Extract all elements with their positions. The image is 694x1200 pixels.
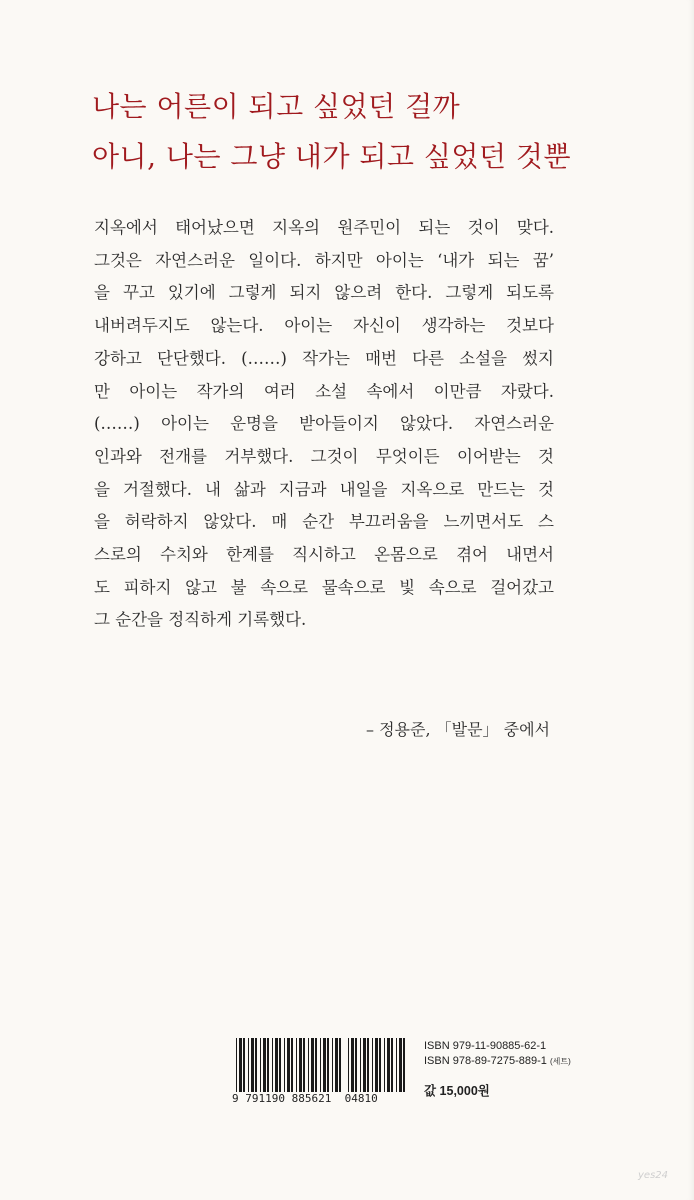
barcode-bar	[308, 1038, 309, 1092]
barcode-bar	[387, 1038, 390, 1092]
barcode-bar	[360, 1038, 361, 1092]
excerpt-line: 스로의 수치와 한계를 직시하고 온몸으로 겪어 내면서	[94, 545, 554, 565]
barcode-bar	[335, 1038, 338, 1092]
barcode-bar	[391, 1038, 393, 1092]
excerpt-line: 인과와 전개를 거부했다. 그것이 무엇이든 이어받는 것	[94, 446, 554, 466]
excerpt-line: 그것은 자연스러운 일이다. 하지만 아이는 ‘내가 되는 꿈’	[94, 250, 554, 270]
barcode-bar	[384, 1038, 385, 1092]
barcode-bar	[367, 1038, 369, 1092]
barcode-bar	[332, 1038, 333, 1092]
barcode-bar	[355, 1038, 357, 1092]
excerpt-line: 도 피하지 않고 불 속으로 물속으로 빛 속으로 걸어갔고	[94, 577, 554, 597]
barcode-bar	[248, 1038, 249, 1092]
barcode-bar	[372, 1038, 373, 1092]
excerpt-line: 그 순간을 정직하게 기록했다.	[94, 610, 307, 630]
watermark: yes24	[638, 1170, 669, 1181]
barcode-bar	[403, 1038, 405, 1092]
excerpt-line: 만 아이는 작가의 여러 소설 속에서 이만큼 자랐다.	[94, 381, 554, 401]
barcode-bars	[232, 1038, 412, 1092]
barcode-bar	[243, 1038, 245, 1092]
price: 값 15,000원	[424, 1084, 490, 1098]
excerpt-line: 지옥에서 태어났으면 지옥의 원주민이 되는 것이 맞다.	[94, 218, 554, 237]
barcode-bar	[303, 1038, 305, 1092]
excerpt-line: 강하고 단단했다. (……) 작가는 매번 다른 소설을 썼지	[94, 348, 554, 368]
isbn-set-label: (세트)	[549, 1057, 571, 1066]
barcode-bar	[279, 1038, 281, 1092]
barcode-bar	[287, 1038, 290, 1092]
barcode-bar	[239, 1038, 242, 1092]
isbn-block	[424, 1039, 571, 1069]
barcode-bar	[284, 1038, 285, 1092]
barcode-bar	[299, 1038, 302, 1092]
headline	[92, 82, 652, 182]
barcode-bar	[399, 1038, 402, 1092]
barcode-bar	[339, 1038, 341, 1092]
attribution: – 정용준, 「발문」 중에서	[366, 720, 550, 739]
barcode-bar	[351, 1038, 354, 1092]
barcode-bar	[260, 1038, 261, 1092]
barcode-bar	[272, 1038, 273, 1092]
excerpt-line: 을 거절했다. 내 삶과 지금과 내일을 지옥으로 만드는 것	[94, 479, 554, 499]
barcode-bar	[311, 1038, 314, 1092]
barcode-bar	[396, 1038, 397, 1092]
barcode-bar	[275, 1038, 278, 1092]
barcode-bar	[320, 1038, 321, 1092]
barcode-bar	[379, 1038, 381, 1092]
barcode-number: 9 791190 885621 04810	[232, 1092, 378, 1105]
barcode-bar	[267, 1038, 269, 1092]
excerpt-text	[94, 212, 554, 637]
excerpt-line: 을 허락하지 않았다. 매 순간 부끄러움을 느끼면서도 스	[94, 512, 554, 532]
barcode-bar	[255, 1038, 257, 1092]
barcode-bar	[363, 1038, 366, 1092]
isbn-line-2-number: ISBN 978-89-7275-889-1	[424, 1055, 547, 1067]
isbn-line-2	[424, 1054, 571, 1069]
barcode-bar	[315, 1038, 317, 1092]
barcode-bar	[323, 1038, 326, 1092]
barcode-bar	[375, 1038, 378, 1092]
barcode-bar	[251, 1038, 254, 1092]
isbn-line-1: ISBN 979-11-90885-62-1	[424, 1040, 547, 1052]
headline-line-2: 아니, 나는 그냥 내가 되고 싶었던 것뿐	[92, 140, 572, 173]
excerpt-line: 내버려두지도 않는다. 아이는 자신이 생각하는 것보다	[94, 316, 554, 336]
barcode-bar	[348, 1038, 349, 1092]
barcode-bar	[296, 1038, 297, 1092]
headline-line-1: 나는 어른이 되고 싶었던 걸까	[92, 90, 461, 123]
excerpt-line: 을 꾸고 있기에 그렇게 되지 않으려 한다. 그렇게 되도록	[94, 283, 554, 303]
barcode-bar	[236, 1038, 237, 1092]
barcode-bar	[327, 1038, 329, 1092]
excerpt-line: (……) 아이는 운명을 받아들이지 않았다. 자연스러운	[94, 414, 554, 434]
barcode-bar	[263, 1038, 266, 1092]
barcode	[232, 1038, 412, 1108]
barcode-bar	[291, 1038, 293, 1092]
